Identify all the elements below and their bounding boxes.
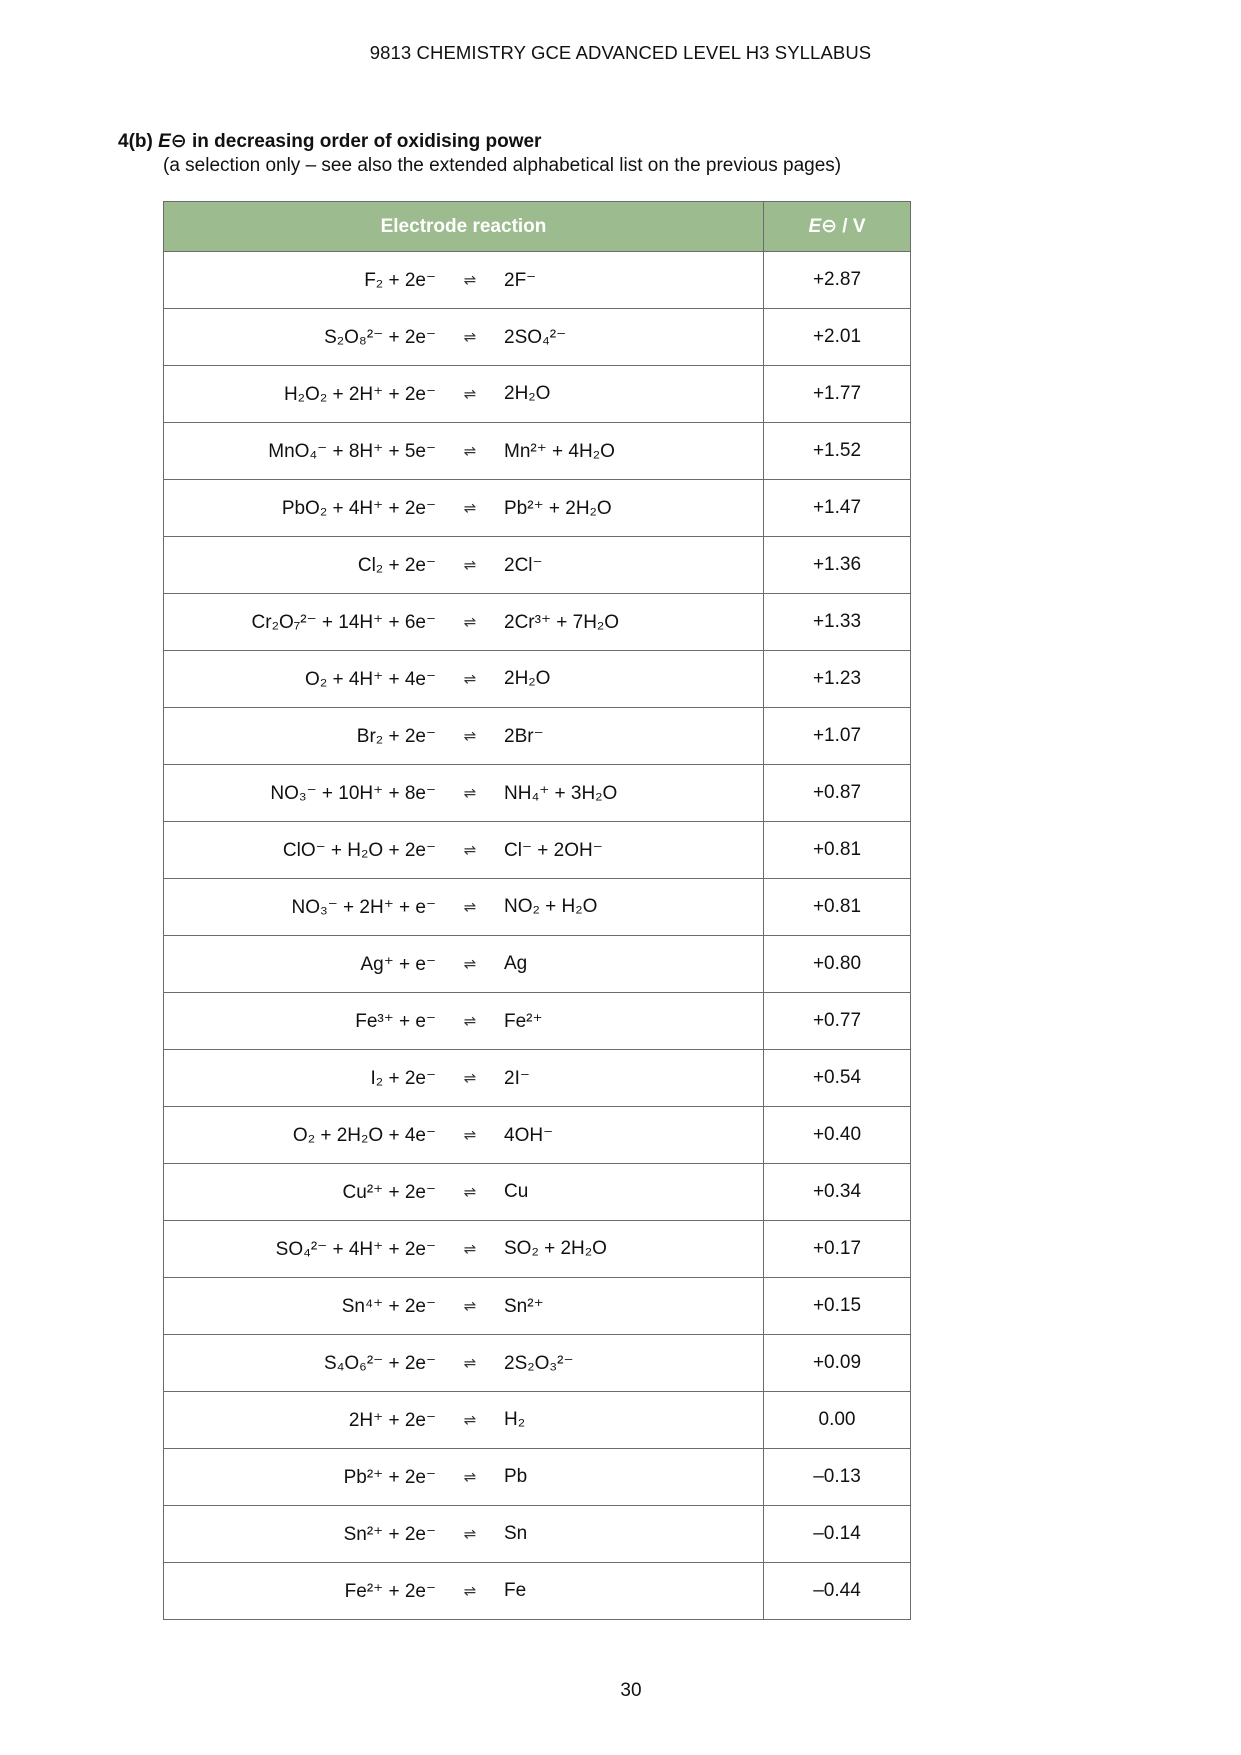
equilibrium-arrow-icon: ⇌ bbox=[463, 1126, 477, 1144]
reaction-products: NO₂ + H₂O bbox=[504, 896, 598, 917]
equilibrium-arrow-icon: ⇌ bbox=[463, 784, 477, 802]
equilibrium-arrow-icon: ⇌ bbox=[463, 670, 477, 688]
reaction-products: 2H₂O bbox=[504, 668, 551, 689]
equilibrium-arrow-icon: ⇌ bbox=[463, 613, 477, 631]
potential-value: +0.87 bbox=[764, 765, 911, 822]
equilibrium-arrow-icon: ⇌ bbox=[463, 1354, 477, 1372]
equilibrium-arrow-icon: ⇌ bbox=[463, 1582, 477, 1600]
table-row bbox=[164, 936, 911, 993]
potential-value: +2.87 bbox=[764, 252, 911, 309]
table-row bbox=[164, 1335, 911, 1392]
reaction-cell bbox=[164, 423, 764, 480]
reaction-cell bbox=[164, 1107, 764, 1164]
equilibrium-arrow-icon: ⇌ bbox=[463, 442, 477, 460]
reaction-cell bbox=[164, 993, 764, 1050]
potential-value: +1.33 bbox=[764, 594, 911, 651]
reaction-reactants: NO₃⁻ + 2H⁺ + e⁻ bbox=[291, 896, 436, 918]
equilibrium-arrow-icon: ⇌ bbox=[463, 1012, 477, 1030]
reaction-products: 2Cr³⁺ + 7H₂O bbox=[504, 611, 620, 633]
equilibrium-arrow-icon: ⇌ bbox=[463, 841, 477, 859]
potential-value: +1.07 bbox=[764, 708, 911, 765]
reaction-products: 2F⁻ bbox=[504, 269, 537, 291]
reaction-reactants: Br₂ + 2e⁻ bbox=[356, 725, 436, 747]
reaction-products: 2SO₄²⁻ bbox=[504, 326, 567, 348]
equilibrium-arrow-icon: ⇌ bbox=[463, 1069, 477, 1087]
potential-value: +1.36 bbox=[764, 537, 911, 594]
reaction-reactants: Ag⁺ + e⁻ bbox=[360, 953, 436, 975]
column-header-unit: / V bbox=[837, 216, 866, 237]
electrode-potential-table bbox=[163, 201, 911, 1620]
reaction-cell bbox=[164, 1050, 764, 1107]
equilibrium-arrow-icon: ⇌ bbox=[463, 955, 477, 973]
table-row bbox=[164, 822, 911, 879]
reaction-reactants: Sn²⁺ + 2e⁻ bbox=[343, 1523, 436, 1545]
potential-value: +1.77 bbox=[764, 366, 911, 423]
column-header-reaction: Electrode reaction bbox=[164, 202, 764, 252]
reaction-reactants: S₂O₈²⁻ + 2e⁻ bbox=[324, 326, 436, 348]
potential-value: –0.13 bbox=[764, 1449, 911, 1506]
equilibrium-arrow-icon: ⇌ bbox=[463, 1297, 477, 1315]
table-row bbox=[164, 993, 911, 1050]
table-body bbox=[164, 252, 911, 1620]
potential-value: +1.47 bbox=[764, 480, 911, 537]
reaction-reactants: O₂ + 4H⁺ + 4e⁻ bbox=[305, 668, 436, 690]
equilibrium-arrow-icon: ⇌ bbox=[463, 1411, 477, 1429]
reaction-cell bbox=[164, 651, 764, 708]
reaction-cell bbox=[164, 822, 764, 879]
reaction-cell bbox=[164, 366, 764, 423]
reaction-products: 2H₂O bbox=[504, 383, 551, 404]
table-row bbox=[164, 1563, 911, 1620]
table-row bbox=[164, 366, 911, 423]
reaction-cell bbox=[164, 1335, 764, 1392]
section-number: 4(b) bbox=[118, 131, 153, 152]
reaction-cell bbox=[164, 708, 764, 765]
reaction-cell bbox=[164, 1563, 764, 1620]
page-number: 30 bbox=[620, 1680, 642, 1701]
potential-value: +0.09 bbox=[764, 1335, 911, 1392]
table-row bbox=[164, 1506, 911, 1563]
reaction-cell bbox=[164, 252, 764, 309]
potential-value: +0.15 bbox=[764, 1278, 911, 1335]
equilibrium-arrow-icon: ⇌ bbox=[463, 1183, 477, 1201]
reaction-products: Cl⁻ + 2OH⁻ bbox=[504, 839, 603, 861]
standard-potential-symbol: E⊖ bbox=[808, 216, 838, 237]
reaction-products: Ag bbox=[504, 953, 528, 974]
column-header-potential bbox=[764, 202, 911, 252]
reaction-products: SO₂ + 2H₂O bbox=[504, 1238, 607, 1259]
reaction-cell bbox=[164, 1392, 764, 1449]
table-row bbox=[164, 1107, 911, 1164]
equilibrium-arrow-icon: ⇌ bbox=[463, 556, 477, 574]
reaction-reactants: SO₄²⁻ + 4H⁺ + 2e⁻ bbox=[275, 1238, 436, 1260]
reaction-products: 2S₂O₃²⁻ bbox=[504, 1352, 574, 1374]
potential-value: +0.54 bbox=[764, 1050, 911, 1107]
reaction-reactants: PbO₂ + 4H⁺ + 2e⁻ bbox=[281, 497, 436, 519]
table-row bbox=[164, 1392, 911, 1449]
section-title: in decreasing order of oxidising power bbox=[186, 131, 542, 152]
equilibrium-arrow-icon: ⇌ bbox=[463, 1468, 477, 1486]
potential-value: +2.01 bbox=[764, 309, 911, 366]
potential-value: +0.34 bbox=[764, 1164, 911, 1221]
reaction-cell bbox=[164, 765, 764, 822]
reaction-cell bbox=[164, 1506, 764, 1563]
reaction-products: NH₄⁺ + 3H₂O bbox=[504, 782, 618, 804]
reaction-cell bbox=[164, 1164, 764, 1221]
reaction-cell bbox=[164, 309, 764, 366]
table-row bbox=[164, 537, 911, 594]
reaction-reactants: Cl₂ + 2e⁻ bbox=[357, 554, 436, 576]
reaction-reactants: Cr₂O₇²⁻ + 14H⁺ + 6e⁻ bbox=[251, 611, 436, 633]
potential-value: +0.81 bbox=[764, 879, 911, 936]
reaction-cell bbox=[164, 1278, 764, 1335]
table-row bbox=[164, 423, 911, 480]
equilibrium-arrow-icon: ⇌ bbox=[463, 499, 477, 517]
reaction-reactants: Fe²⁺ + 2e⁻ bbox=[344, 1580, 436, 1602]
table-row bbox=[164, 1278, 911, 1335]
reaction-products: Sn²⁺ bbox=[504, 1295, 544, 1317]
reaction-cell bbox=[164, 480, 764, 537]
reaction-products: Mn²⁺ + 4H₂O bbox=[504, 440, 615, 462]
table-row bbox=[164, 651, 911, 708]
potential-value: –0.14 bbox=[764, 1506, 911, 1563]
equilibrium-arrow-icon: ⇌ bbox=[463, 1525, 477, 1543]
equilibrium-arrow-icon: ⇌ bbox=[463, 328, 477, 346]
table-row bbox=[164, 765, 911, 822]
reaction-products: 2I⁻ bbox=[504, 1067, 530, 1089]
reaction-reactants: S₄O₆²⁻ + 2e⁻ bbox=[323, 1352, 436, 1374]
reaction-reactants: Sn⁴⁺ + 2e⁻ bbox=[341, 1295, 436, 1317]
reaction-cell bbox=[164, 594, 764, 651]
reaction-reactants: MnO₄⁻ + 8H⁺ + 5e⁻ bbox=[268, 440, 436, 462]
table-row bbox=[164, 252, 911, 309]
table-row bbox=[164, 1449, 911, 1506]
equilibrium-arrow-icon: ⇌ bbox=[463, 385, 477, 403]
reaction-reactants: NO₃⁻ + 10H⁺ + 8e⁻ bbox=[270, 782, 436, 804]
section-subtitle: (a selection only – see also the extended alphabetical list on the previous pages) bbox=[163, 155, 842, 176]
potential-value: –0.44 bbox=[764, 1563, 911, 1620]
potential-value: +0.81 bbox=[764, 822, 911, 879]
equilibrium-arrow-icon: ⇌ bbox=[463, 271, 477, 289]
reaction-cell bbox=[164, 537, 764, 594]
reaction-products: Pb bbox=[504, 1466, 528, 1487]
table-row bbox=[164, 594, 911, 651]
reaction-products: Fe²⁺ bbox=[504, 1010, 543, 1032]
reaction-products: 2Cl⁻ bbox=[504, 554, 543, 576]
reaction-reactants: Fe³⁺ + e⁻ bbox=[355, 1010, 436, 1032]
reaction-products: Pb²⁺ + 2H₂O bbox=[504, 497, 612, 519]
table-row bbox=[164, 708, 911, 765]
reaction-reactants: Cu²⁺ + 2e⁻ bbox=[342, 1181, 436, 1203]
equilibrium-arrow-icon: ⇌ bbox=[463, 1240, 477, 1258]
reaction-products: H₂ bbox=[504, 1409, 526, 1430]
table-row bbox=[164, 879, 911, 936]
reaction-products: 2Br⁻ bbox=[504, 725, 544, 747]
reaction-products: Sn bbox=[504, 1523, 528, 1544]
potential-value: +0.77 bbox=[764, 993, 911, 1050]
reaction-cell bbox=[164, 1449, 764, 1506]
potential-value: +0.17 bbox=[764, 1221, 911, 1278]
page-header: 9813 CHEMISTRY GCE ADVANCED LEVEL H3 SYLLABUS bbox=[369, 42, 872, 63]
reaction-products: 4OH⁻ bbox=[504, 1124, 554, 1146]
reaction-products: Fe bbox=[504, 1580, 527, 1601]
reaction-reactants: I₂ + 2e⁻ bbox=[370, 1067, 436, 1089]
potential-value: +1.52 bbox=[764, 423, 911, 480]
equilibrium-arrow-icon: ⇌ bbox=[463, 727, 477, 745]
table-row bbox=[164, 1221, 911, 1278]
reaction-cell bbox=[164, 879, 764, 936]
table-row bbox=[164, 1050, 911, 1107]
reaction-cell bbox=[164, 936, 764, 993]
reaction-reactants: O₂ + 2H₂O + 4e⁻ bbox=[292, 1124, 436, 1146]
table-row bbox=[164, 1164, 911, 1221]
potential-value: +1.23 bbox=[764, 651, 911, 708]
reaction-reactants: H₂O₂ + 2H⁺ + 2e⁻ bbox=[283, 383, 436, 405]
reaction-reactants: 2H⁺ + 2e⁻ bbox=[348, 1409, 436, 1431]
reaction-reactants: ClO⁻ + H₂O + 2e⁻ bbox=[282, 839, 436, 861]
reaction-products: Cu bbox=[504, 1181, 529, 1202]
reaction-reactants: Pb²⁺ + 2e⁻ bbox=[343, 1466, 436, 1488]
potential-value: +0.40 bbox=[764, 1107, 911, 1164]
table-header-row bbox=[164, 202, 911, 252]
equilibrium-arrow-icon: ⇌ bbox=[463, 898, 477, 916]
potential-value: +0.80 bbox=[764, 936, 911, 993]
standard-potential-symbol: E⊖ bbox=[158, 131, 187, 152]
table-row bbox=[164, 309, 911, 366]
potential-value: 0.00 bbox=[764, 1392, 911, 1449]
reaction-cell bbox=[164, 1221, 764, 1278]
reaction-reactants: F₂ + 2e⁻ bbox=[364, 269, 436, 291]
section-heading bbox=[118, 130, 541, 153]
table-row bbox=[164, 480, 911, 537]
